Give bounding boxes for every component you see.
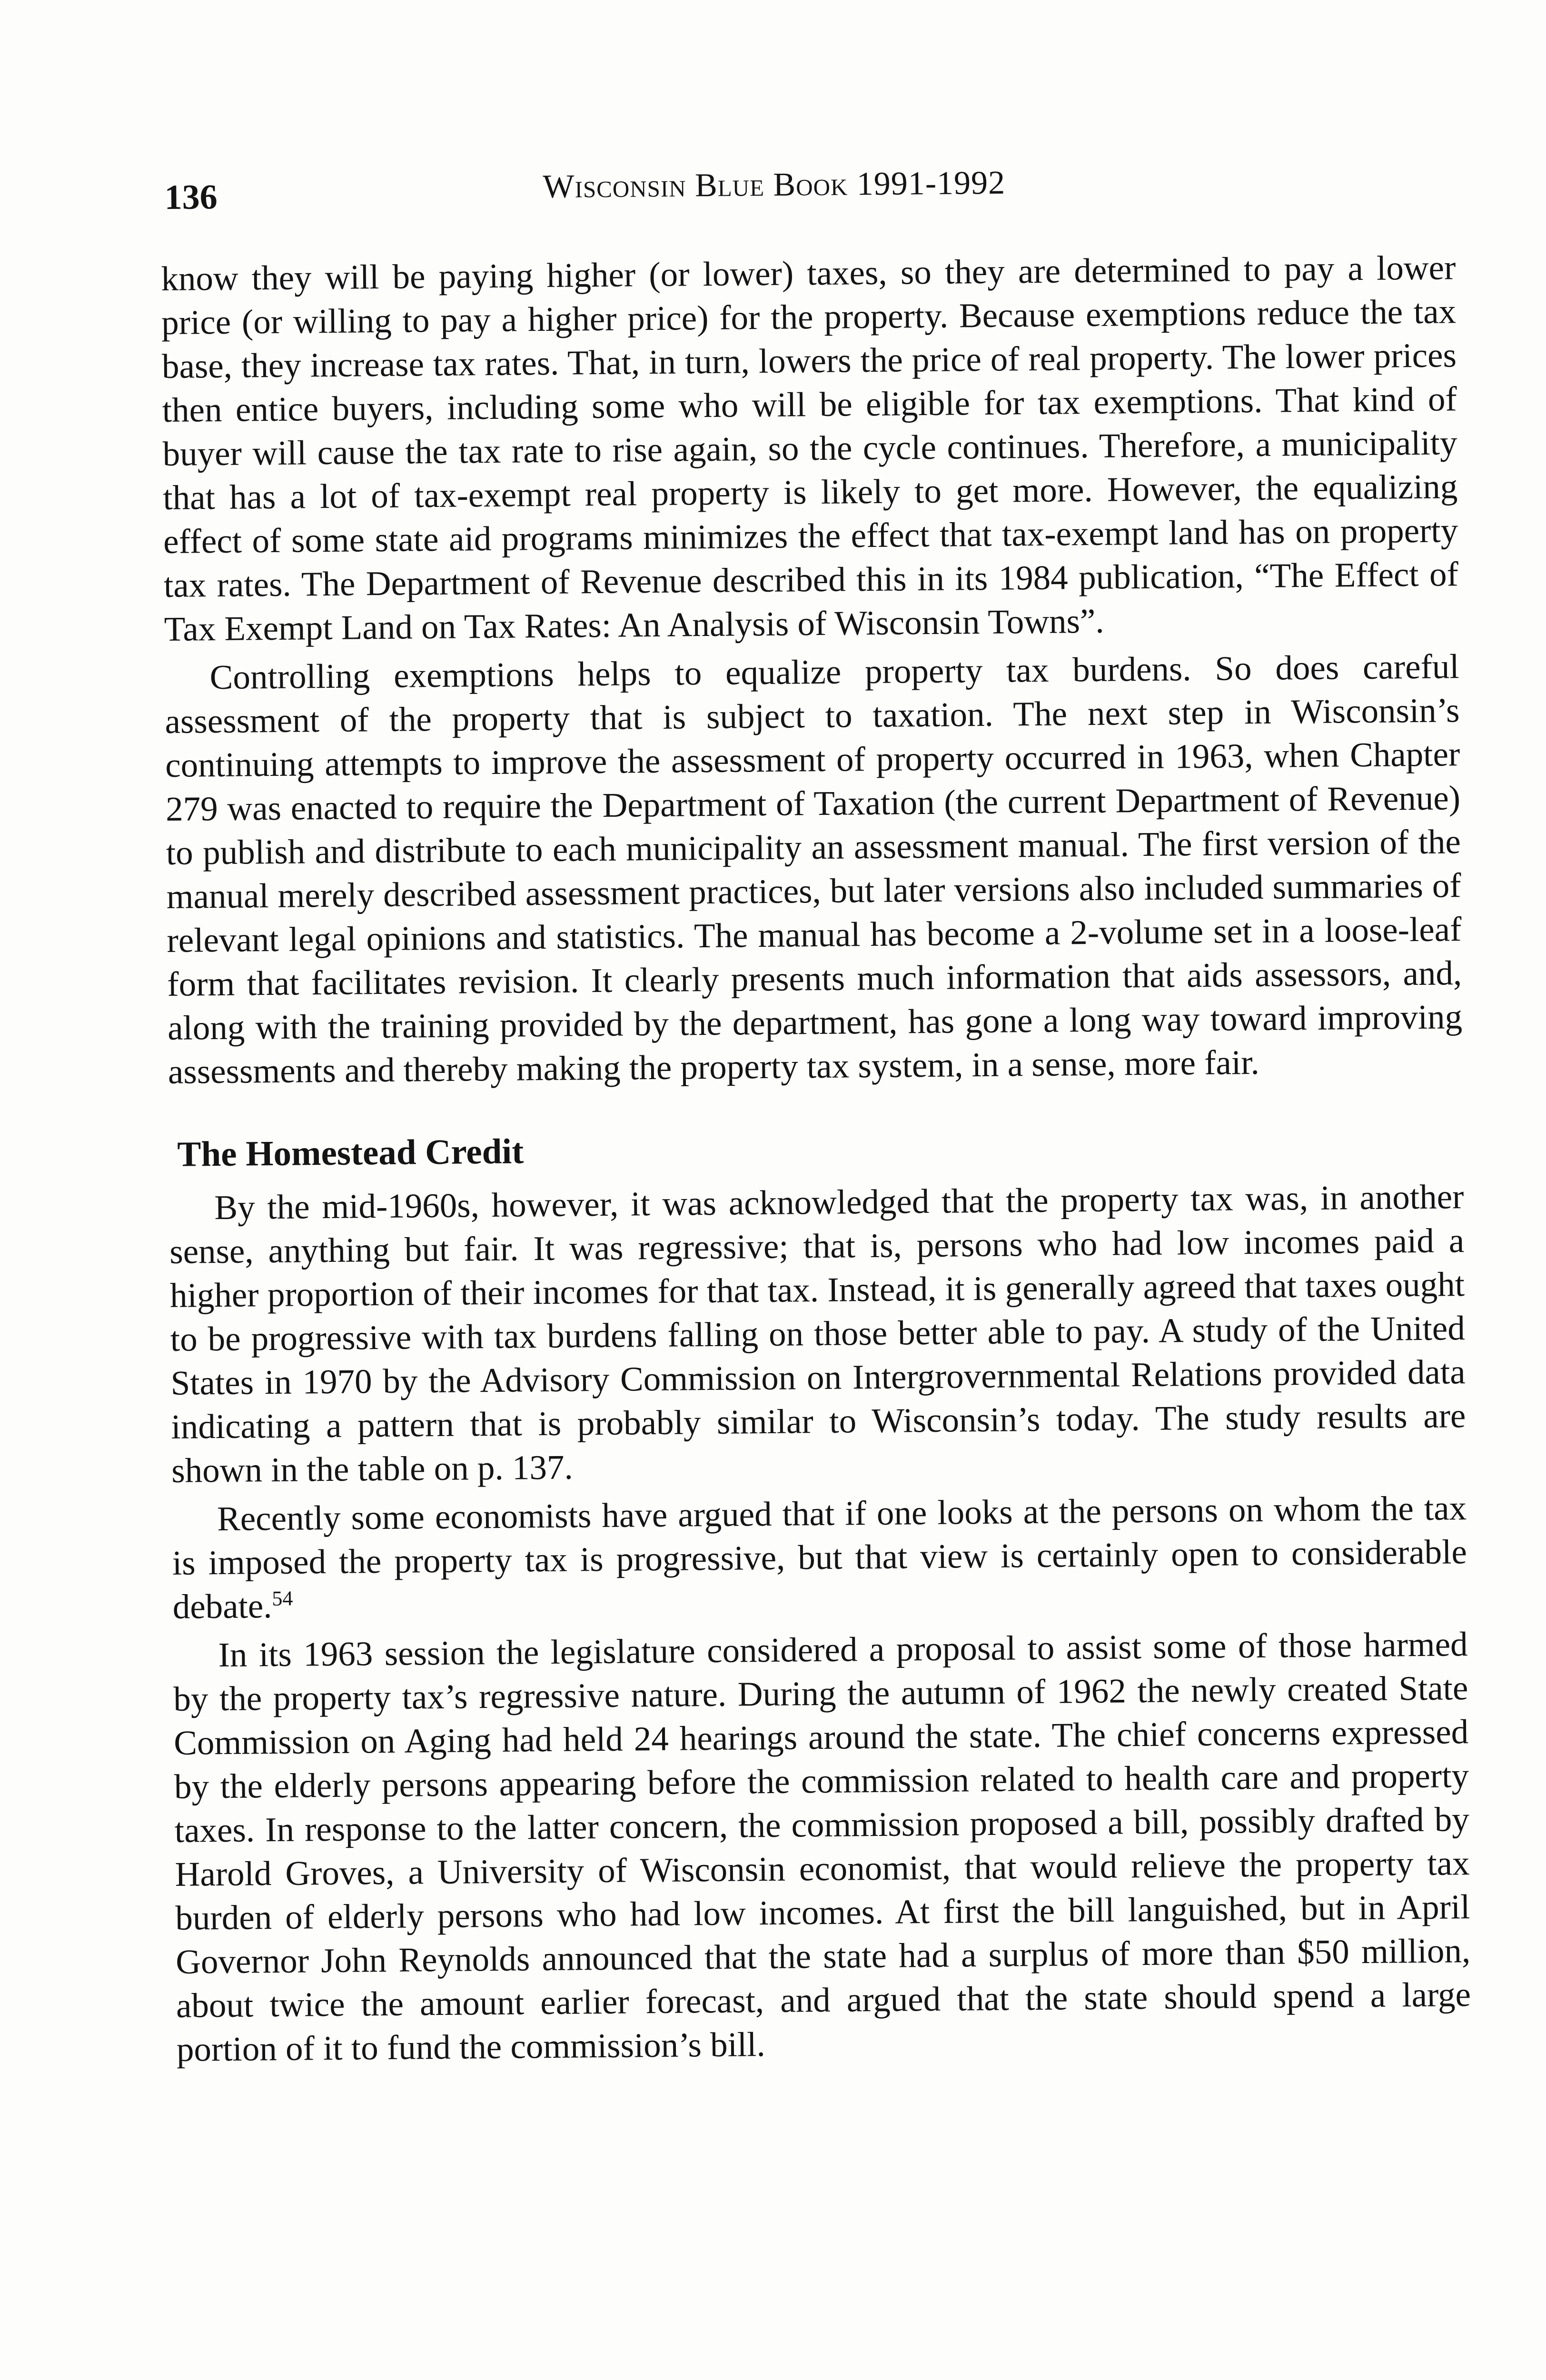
paragraph-regressive-tax: By the mid-1960s, however, it was acknowledged that the property tax was, in another sense, anything but fair. It was regressive; that is, persons who had low incomes paid a higher proportion of their incomes for that tax. Instead, it is generally agreed that taxes ought to be progressive with tax burdens falling on those better able to pay. A study of the United States in 1970 by the Advisory Commission on Intergrovernmental Relations provided data indicating a pattern that is probably similar to Wisconsin’s today. The study results are shown in the table on p. 137.: [169, 1177, 1466, 1490]
paragraph-legislature-1963: In its 1963 session the legislature considered a proposal to assist some of those harmed by the property tax’s regressive nature. During the autumn of 1962 the newly created State Commission on Aging had held 24 hearings around the state. The chief concerns expressed by the elderly persons appearing before the commission related to health care and property taxes. In response to the latter concern, the commission proposed a bill, possibly drafted by Harold Groves, a University of Wisconsin economist, that would relieve the property tax burden of elderly persons who had low incomes. At first the bill languished, but in April Governor John Reynolds announced that the state had a surplus of more than $50 million, about twice the amount earlier forecast, and argued that the state should spend a large portion of it to fund the commission’s bill.: [173, 1625, 1471, 2069]
body-text: [161, 246, 1471, 2072]
running-head: [164, 153, 1145, 217]
page-number: 136: [164, 178, 218, 217]
paragraph-continued: know they will be paying higher (or lower) taxes, so they are determined to pay a lower price (or willing to pay a higher price) for the property. Because exemptions reduce the tax base, they increase tax rates. That, in turn, lowers the price of real property. The lower prices then entice buyers, including some who will be eligible for tax exemptions. That kind of buyer will cause the tax rate to rise again, so the cycle continues. Therefore, a municipality that has a lot of tax-exempt real property is likely to get more. However, the equalizing effect of some state aid programs minimizes the effect that tax-exempt land has on property tax rates. The Department of Revenue described this in its 1984 publication, “The Effect of Tax Exempt Land on Tax Rates: An Analysis of Wisconsin Towns”.: [161, 248, 1459, 648]
section-heading: The Homestead Credit: [177, 1131, 524, 1174]
book-title: Wisconsin Blue Book 1991-1992: [543, 164, 1006, 206]
paragraph-economists: [172, 1486, 1467, 1629]
footnote-reference: 54: [272, 1587, 293, 1610]
paragraph-assessment: Controlling exemptions helps to equalize property tax burdens. So does careful assessment of the property that is subject to taxation. The next step in Wisconsin’s continuing attempts to improve the assessment of property occurred in 1963, when Chapter 279 was enacted to require the Department of Taxation (the current Department of Revenue) to publish and distribute to each municipality an assessment manual. The first version of the manual merely described assessment practices, but later versions also included summaries of relevant legal opinions and statistics. The manual has become a 2-volume set in a loose-leaf form that facilitates revision. It clearly presents much information that aids assessors, and, along with the training provided by the department, has gone a long way toward improving assessments and thereby making the property tax system, in a sense, more fair.: [165, 647, 1463, 1091]
paragraph-economists-text: Recently some economists have argued that if one looks at the persons on whom the tax is imposed the property tax is progressive, but that view is certainly open to considerable debate.: [172, 1488, 1467, 1626]
